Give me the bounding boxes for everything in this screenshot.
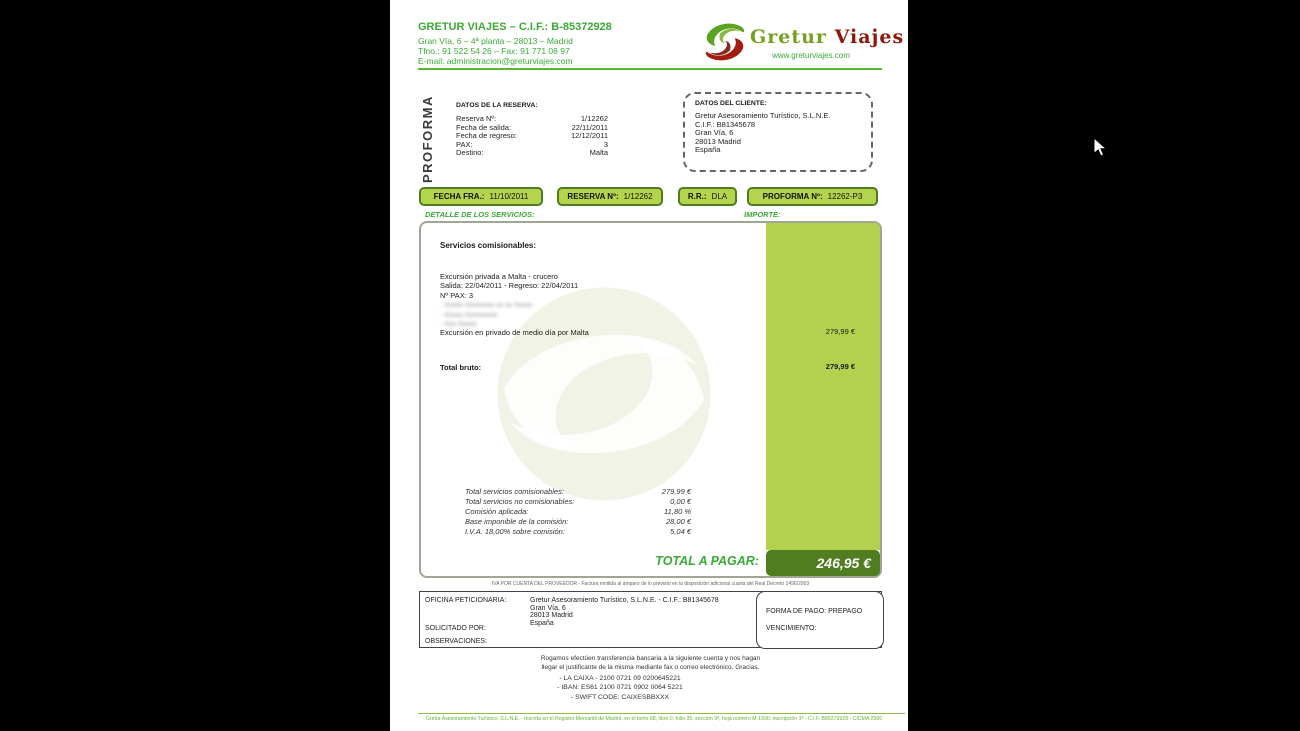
summary-value: 28,00 € (665, 517, 691, 526)
total-a-pagar-label: TOTAL A PAGAR: (655, 554, 759, 568)
office-info-box (419, 591, 882, 648)
summary-value: 0,00 € (670, 497, 691, 506)
summary-row (465, 507, 691, 517)
commission-summary (465, 487, 691, 537)
summary-value: 11,80 % (664, 507, 691, 516)
logo-word-viajes: Viajes (834, 26, 905, 48)
client-line: Gran Vía, 6 (695, 128, 734, 138)
iva-disclaimer: IVA POR CUENTA DEL PROVEEDOR - Factura emitida al amparo de lo previsto en la disposición adicional cuarta del Real Decreto 1496/2003 (491, 581, 810, 587)
bank-iban-line: - IBAN: ES61 2100 0721 0902 0064 5221 (557, 684, 683, 692)
oficina-peticionaria-label: OFICINA PETICIONARIA: (425, 597, 507, 604)
fecha-factura-label: FECHA FRA.: (433, 192, 485, 201)
rr-pill (678, 187, 737, 206)
oficina-line: Gretur Asesoramiento Turístico, S.L.N.E. - C.I.F.: B81345678 (530, 597, 719, 604)
services-detail-box (419, 221, 882, 578)
line-item-label: Excursión en privado de medio día por Malta (440, 328, 589, 337)
redacted-passenger-line: - Xxx Xxxxx (440, 321, 477, 328)
vencimiento: VENCIMIENTO: (766, 625, 817, 632)
summary-row (465, 497, 691, 507)
reservation-data-title: DATOS DE LA RESERVA: (456, 102, 538, 109)
mouse-cursor (1093, 137, 1109, 159)
client-line: España (695, 145, 721, 155)
payment-terms-box (756, 591, 884, 649)
proforma-side-label: PROFORMA (420, 95, 435, 183)
client-line: 28013 Madrid (695, 136, 741, 146)
company-email: E-mail: administracion@greturviajes.com (418, 56, 573, 66)
line-item-amount: 279,99 € (825, 327, 855, 336)
oficina-line: 28013 Madrid (530, 612, 573, 620)
redacted-passenger-line: - Xxxxx Xxxxxxxx xx xx Xxxxx (440, 302, 533, 309)
solicitado-por-label: SOLICITADO POR: (425, 625, 486, 632)
footer-divider (418, 713, 905, 714)
proforma-document (390, 0, 908, 731)
company-name-cif: GRETUR VIAJES – C.I.F.: B-85372928 (418, 21, 612, 33)
proforma-num-pill (747, 187, 878, 206)
summary-label: Total servicios no comisionables: (465, 497, 575, 506)
reservation-label: Reserva Nº: (456, 114, 497, 123)
client-line: Gretur Asesoramiento Turístico, S.L.N.E. (695, 111, 831, 120)
logo-word-gretur: Gretur (750, 26, 827, 48)
company-address: Gran Vía, 6 – 4ª planta – 28013 – Madrid (418, 36, 573, 46)
reservation-value: Malta (589, 148, 608, 158)
reservation-value: 1/12262 (580, 114, 608, 123)
reservation-data-block (456, 102, 608, 158)
servicios-comisionables-title: Servicios comisionables: (440, 241, 537, 250)
excursion-line: Nº PAX: 3 (440, 290, 474, 300)
rr-label: R.R.: (687, 192, 707, 201)
header-divider (418, 68, 882, 70)
observaciones-label: OBSERVACIONES: (425, 638, 487, 645)
transfer-note-line: llegar el justificante de la misma mediante fax o correo electrónico. Gracias. (541, 663, 760, 671)
reserva-num-label: RESERVA Nº: (567, 192, 619, 201)
excursion-line: Excursión privada a Malta - crucero (440, 272, 558, 281)
summary-value: 279,99 € (661, 487, 691, 496)
bank-account-line: - LA CAIXA - 2100 0721 09 0200645221 (559, 675, 681, 682)
fecha-factura-value: 11/10/2011 (489, 192, 529, 201)
reservation-label: Fecha de salida: (456, 122, 512, 132)
total-bruto-label: Total bruto: (440, 363, 482, 372)
importe-header: IMPORTE: (744, 210, 781, 219)
legal-registration-footer: Gretur Asesoramiento Turístico, S.L.N.E. - Inscrita en el Registro Mercantil de Madrid, en el tomo 68, libro 0, folio 35, sección 9ª, hoja número M-1590, inscripción 1ª - C.I.F. B85372928 - CICMA 2506 (425, 716, 883, 722)
importe-column (766, 223, 880, 550)
reservation-value: 3 (603, 139, 608, 149)
client-data-title: DATOS DEL CLIENTE: (695, 100, 767, 107)
reservation-value: 22/11/2011 (571, 122, 608, 132)
bank-account-details (480, 674, 760, 702)
fecha-factura-pill (419, 187, 543, 206)
summary-row (465, 487, 691, 497)
detalle-servicios-header: DETALLE DE LOS SERVICIOS: (425, 210, 535, 219)
reservation-rows (456, 115, 608, 158)
reservation-label: Destino: (456, 148, 484, 158)
total-bruto-amount: 279,99 € (825, 362, 855, 371)
reservation-label: PAX: (456, 139, 473, 149)
client-data-box (683, 92, 873, 172)
reservation-row (456, 149, 608, 158)
redacted-passenger-names (440, 301, 533, 330)
summary-label: Base imponible de la comisión: (465, 517, 569, 526)
summary-label: Comisión aplicada: (465, 507, 529, 516)
reservation-row (456, 132, 608, 141)
summary-label: Total servicios comisionables: (465, 487, 564, 496)
oficina-line: España (530, 619, 554, 627)
forma-de-pago: FORMA DE PAGO: PREPAGO (766, 608, 863, 615)
proforma-num-label: PROFORMA Nº: (762, 192, 823, 201)
total-a-pagar-amount: 246,95 € (766, 550, 880, 576)
excursion-description (440, 272, 578, 300)
client-line: C.I.F.: B81345678 (695, 119, 756, 129)
reservation-value: 12/12/2011 (571, 131, 608, 141)
summary-row (465, 527, 691, 537)
logo-wordmark (750, 26, 904, 48)
transfer-note-line: Rogamos efectúen transferencia bancaria a la siguiente cuenta y nos hagan (540, 655, 761, 662)
oficina-line: Gran Vía, 6 (530, 604, 566, 612)
company-website: www.greturviajes.com (772, 51, 850, 60)
summary-row (465, 517, 691, 527)
summary-label: I.V.A. 18,00% sobre comisión: (465, 527, 565, 536)
proforma-num-value: 12262-P3 (827, 192, 863, 201)
rr-value: DLA (711, 192, 728, 201)
summary-value: 5,04 € (670, 527, 691, 536)
bank-transfer-note (419, 655, 882, 672)
reservation-label: Fecha de regreso: (456, 131, 517, 141)
gretur-swirl-logo-icon (701, 20, 749, 64)
excursion-line: Salida: 22/04/2011 - Regreso: 22/04/2011 (440, 281, 579, 291)
oficina-peticionaria-lines (530, 597, 719, 627)
bank-swift-line: - SWIFT CODE: CAIXESBBXXX (570, 693, 670, 701)
redacted-passenger-line: - Xxxxx Xxxxxxxxx (440, 311, 498, 319)
client-data-lines (695, 112, 863, 155)
reserva-num-value: 1/12262 (623, 192, 653, 201)
reserva-num-pill (557, 187, 663, 206)
company-phone-fax: Tfno.: 91 522 54 26 – Fax: 91 771 08 97 (418, 46, 570, 56)
